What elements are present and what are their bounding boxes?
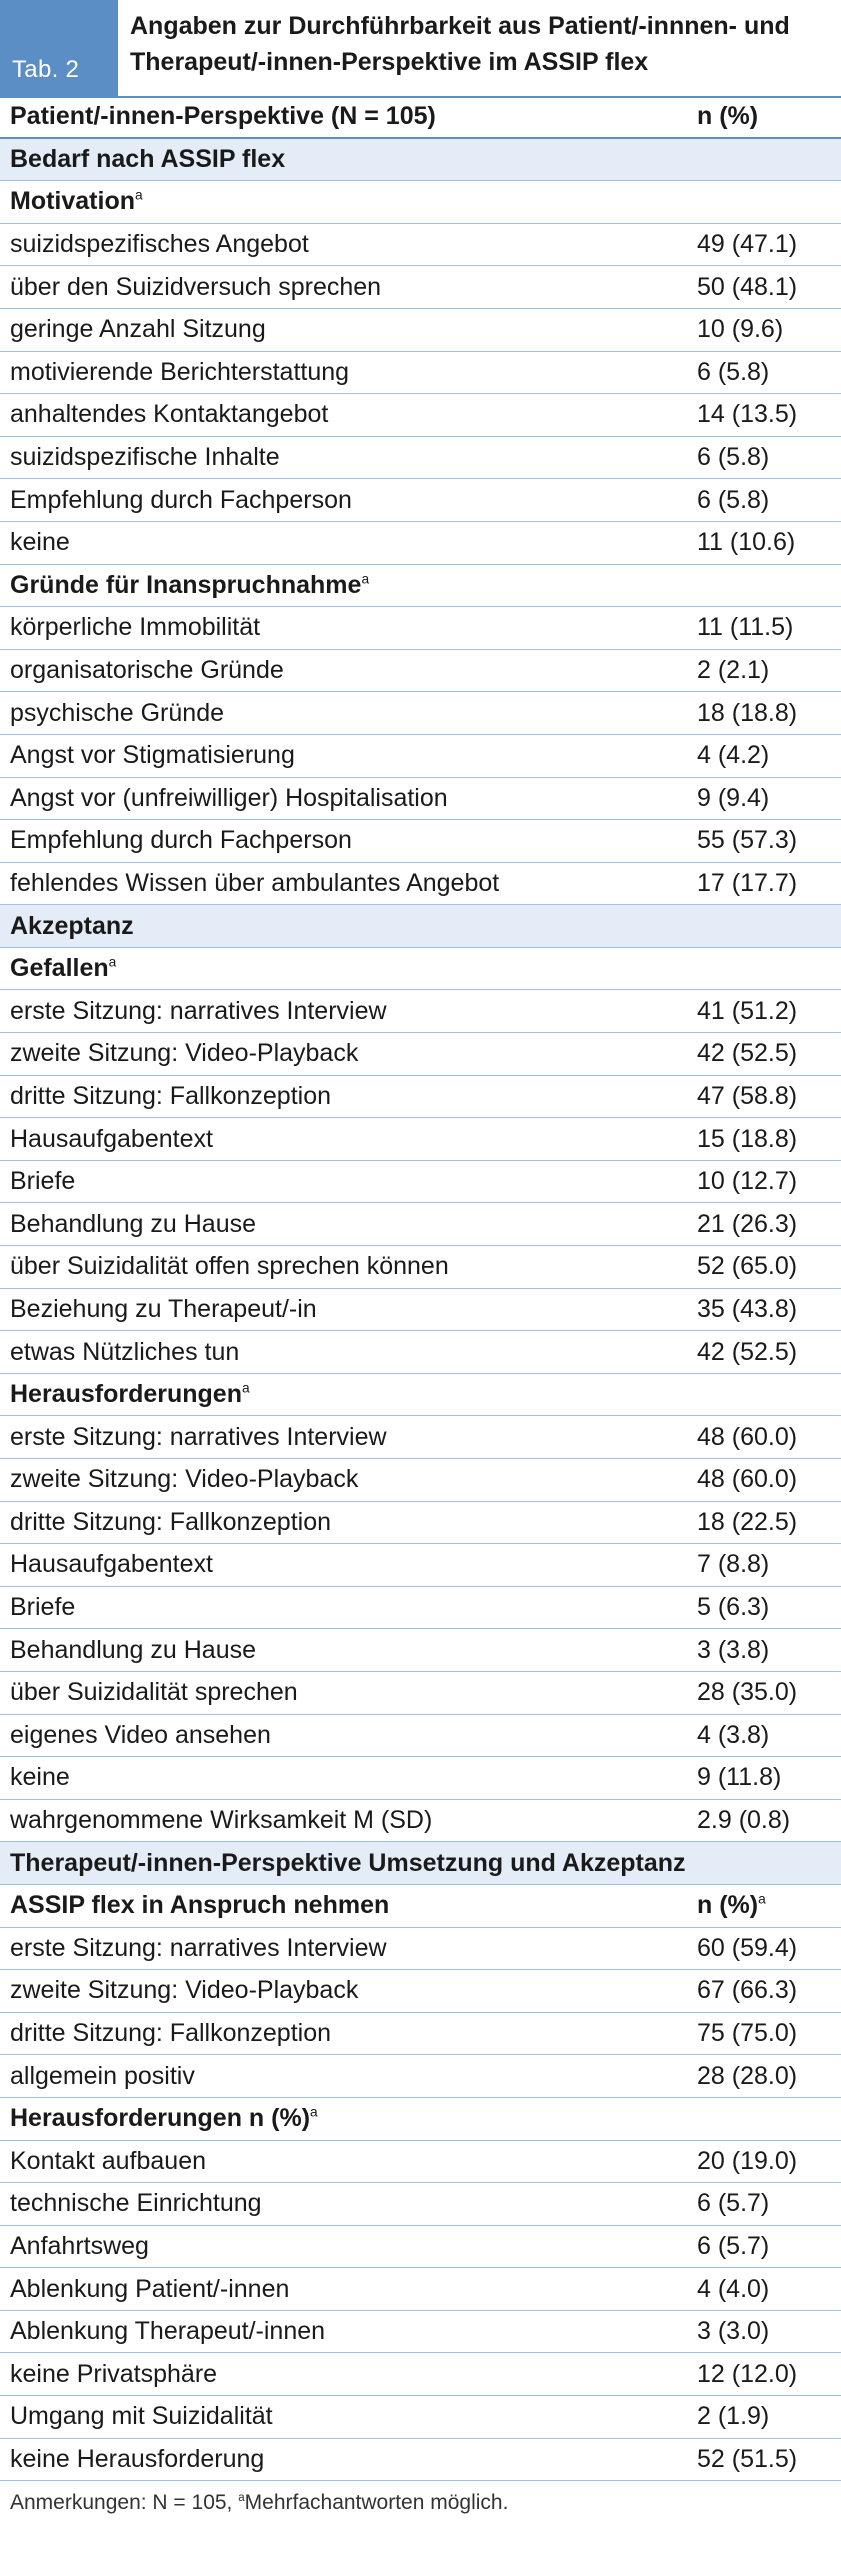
table-row xyxy=(0,309,841,352)
row-value: 11 (10.6) xyxy=(697,528,796,557)
row-label: dritte Sitzung: Fallkonzeption xyxy=(10,1081,332,1110)
table-row xyxy=(0,2268,841,2311)
row-value: 10 (9.6) xyxy=(697,315,784,344)
row-value: 10 (12.7) xyxy=(697,1167,798,1196)
row-label: erste Sitzung: narratives Interview xyxy=(10,1422,387,1451)
row-label: Herausforderungen n (%)$^a$ xyxy=(10,2104,318,2133)
row-label: Behandlung zu Hause xyxy=(10,1635,257,1664)
table-row xyxy=(0,1928,841,1971)
table-row xyxy=(0,2311,841,2354)
row-value: 2 (1.9) xyxy=(697,2402,770,2431)
row-value: 14 (13.5) xyxy=(697,400,798,429)
row-value: 41 (51.2) xyxy=(697,996,798,1025)
row-value: 21 (26.3) xyxy=(697,1209,798,1238)
row-value: n (%)$^a$ xyxy=(697,1891,766,1920)
row-label: Beziehung zu Therapeut/-in xyxy=(10,1294,317,1323)
table-row xyxy=(0,1672,841,1715)
row-label: suizidspezifisches Angebot xyxy=(10,230,309,259)
table-row xyxy=(0,266,841,309)
row-value: 6 (5.8) xyxy=(697,357,770,386)
row-label: Empfehlung durch Fachperson xyxy=(10,826,352,855)
row-value: 50 (48.1) xyxy=(697,272,798,301)
table-row xyxy=(0,1033,841,1076)
table-row xyxy=(0,1587,841,1630)
row-label: Hausaufgabentext xyxy=(10,1550,213,1579)
row-label: körperliche Immobilität xyxy=(10,613,261,642)
row-label: eigenes Video ansehen xyxy=(10,1720,271,1749)
row-label: Anfahrtsweg xyxy=(10,2231,149,2260)
table-row xyxy=(0,1757,841,1800)
row-label: technische Einrichtung xyxy=(10,2189,262,2218)
row-value: 17 (17.7) xyxy=(697,868,798,897)
row-value: 28 (35.0) xyxy=(697,1678,798,1707)
row-label: keine Privatsphäre xyxy=(10,2359,218,2388)
row-value: 48 (60.0) xyxy=(697,1422,798,1451)
row-label: keine xyxy=(10,528,70,557)
section-heading-row xyxy=(0,1842,841,1885)
subsection-heading-row xyxy=(0,948,841,991)
table-row xyxy=(0,1502,841,1545)
row-value: 5 (6.3) xyxy=(697,1593,770,1622)
row-label: Hausaufgabentext xyxy=(10,1124,213,1153)
footnote-marker: a xyxy=(135,188,143,204)
row-label: Ablenkung Therapeut/-innen xyxy=(10,2317,326,2346)
row-label: über den Suizidversuch sprechen xyxy=(10,272,382,301)
table-row xyxy=(0,1715,841,1758)
table-footnote xyxy=(0,2481,841,2524)
table-row xyxy=(0,224,841,267)
row-value: 15 (18.8) xyxy=(697,1124,798,1153)
table-row xyxy=(0,1289,841,1332)
table-row xyxy=(0,1203,841,1246)
row-value: 6 (5.7) xyxy=(697,2189,770,2218)
row-label: keine xyxy=(10,1763,70,1792)
table-row xyxy=(0,2013,841,2056)
row-value: 9 (11.8) xyxy=(697,1763,782,1792)
row-value: 20 (19.0) xyxy=(697,2146,798,2175)
table-row xyxy=(0,1544,841,1587)
table-row xyxy=(0,1800,841,1843)
footnote-marker: a xyxy=(241,1380,250,1396)
table-row xyxy=(0,692,841,735)
row-label: Angst vor (unfreiwilliger) Hospitalisation xyxy=(10,783,448,812)
row-value: 48 (60.0) xyxy=(697,1465,798,1494)
row-value: 28 (28.0) xyxy=(697,2061,798,2090)
subsection-heading-row xyxy=(0,181,841,224)
row-label: Gefallen$^a$ xyxy=(10,954,117,983)
row-label: geringe Anzahl Sitzung xyxy=(10,315,266,344)
row-label: fehlendes Wissen über ambulantes Angebot xyxy=(10,868,500,897)
footnote-marker: a xyxy=(758,1891,766,1907)
row-label: dritte Sitzung: Fallkonzeption xyxy=(10,2019,332,2048)
row-label: Empfehlung durch Fachperson xyxy=(10,485,352,514)
row-label: über Suizidalität sprechen xyxy=(10,1678,298,1707)
row-value: 35 (43.8) xyxy=(697,1294,798,1323)
table-row xyxy=(0,607,841,650)
row-label: anhaltendes Kontaktangebot xyxy=(10,400,329,429)
table-row xyxy=(0,1970,841,2013)
row-value: 3 (3.0) xyxy=(697,2317,770,2346)
row-value: 3 (3.8) xyxy=(697,1635,770,1664)
row-label: über Suizidalität offen sprechen können xyxy=(10,1252,449,1281)
row-value: 18 (22.5) xyxy=(697,1507,798,1536)
table-row xyxy=(0,735,841,778)
row-label: Akzeptanz xyxy=(10,911,134,940)
row-label: Ablenkung Patient/-innen xyxy=(10,2274,290,2303)
table-row xyxy=(0,1161,841,1204)
footnote-marker: a xyxy=(238,2491,245,2504)
table-row xyxy=(0,2226,841,2269)
table-header-row xyxy=(0,96,841,139)
table-row xyxy=(0,2183,841,2226)
table-row xyxy=(0,1459,841,1502)
table-number-label: Tab. 2 xyxy=(0,0,118,96)
footnote-text: Anmerkungen: N = 105, $^a$Mehrfachantworten möglich. xyxy=(10,2490,509,2514)
row-value: 4 (4.0) xyxy=(697,2274,770,2303)
footnote-marker: a xyxy=(310,2104,318,2120)
subsection-heading-row xyxy=(0,1885,841,1928)
table-row xyxy=(0,2055,841,2098)
row-value: 12 (12.0) xyxy=(697,2359,798,2388)
table-title: Angaben zur Durchführbarkeit aus Patient/-innnen- und Therapeut/-innen-Perspektive im ASSIP flex xyxy=(130,12,790,76)
section-heading-row xyxy=(0,139,841,182)
table-row xyxy=(0,522,841,565)
table-caption xyxy=(0,0,841,98)
row-label: erste Sitzung: narratives Interview xyxy=(10,996,387,1025)
row-label: dritte Sitzung: Fallkonzeption xyxy=(10,1507,332,1536)
row-value: 2 (2.1) xyxy=(697,656,770,685)
row-value: 11 (11.5) xyxy=(697,613,794,642)
row-label: ASSIP flex in Anspruch nehmen xyxy=(10,1891,390,1920)
row-value: 42 (52.5) xyxy=(697,1337,798,1366)
footnote-marker: a xyxy=(361,571,370,587)
footnote-marker: a xyxy=(108,954,117,970)
subsection-heading-row xyxy=(0,2098,841,2141)
subsection-heading-row xyxy=(0,1374,841,1417)
table-row xyxy=(0,352,841,395)
row-value: 6 (5.8) xyxy=(697,443,770,472)
row-value: 4 (3.8) xyxy=(697,1720,770,1749)
row-value: 2.9 (0.8) xyxy=(697,1806,791,1835)
row-label: wahrgenommene Wirksamkeit M (SD) xyxy=(10,1806,433,1835)
row-label: Briefe xyxy=(10,1593,76,1622)
row-label: zweite Sitzung: Video-Playback xyxy=(10,1976,359,2005)
table-row xyxy=(0,1076,841,1119)
row-value: 49 (47.1) xyxy=(697,230,798,259)
table-row xyxy=(0,2353,841,2396)
subsection-heading-row xyxy=(0,565,841,608)
row-value: 52 (65.0) xyxy=(697,1252,798,1281)
row-value: 75 (75.0) xyxy=(697,2019,798,2048)
row-value: 4 (4.2) xyxy=(697,741,770,770)
table-row xyxy=(0,2439,841,2482)
row-label: Motivation$^a$ xyxy=(10,187,143,216)
table-row xyxy=(0,1629,841,1672)
table-row xyxy=(0,1331,841,1374)
table-row xyxy=(0,820,841,863)
row-label: Kontakt aufbauen xyxy=(10,2146,206,2175)
row-value: 60 (59.4) xyxy=(697,1933,798,1962)
row-label: suizidspezifische Inhalte xyxy=(10,443,280,472)
row-label: psychische Gründe xyxy=(10,698,225,727)
row-value: 52 (51.5) xyxy=(697,2444,798,2473)
row-label: Umgang mit Suizidalität xyxy=(10,2402,273,2431)
row-label: Briefe xyxy=(10,1167,76,1196)
row-label: keine Herausforderung xyxy=(10,2444,265,2473)
row-value: 42 (52.5) xyxy=(697,1039,798,1068)
row-value: 47 (58.8) xyxy=(697,1081,798,1110)
table-row xyxy=(0,778,841,821)
table-row xyxy=(0,1118,841,1161)
row-value: 55 (57.3) xyxy=(697,826,798,855)
row-label: allgemein positiv xyxy=(10,2061,195,2090)
row-label: etwas Nützliches tun xyxy=(10,1337,240,1366)
table-row xyxy=(0,479,841,522)
row-label: Bedarf nach ASSIP flex xyxy=(10,144,286,173)
row-value: 6 (5.8) xyxy=(697,485,770,514)
row-value: 18 (18.8) xyxy=(697,698,798,727)
row-label: motivierende Berichterstattung xyxy=(10,357,350,386)
table-row xyxy=(0,437,841,480)
table-row xyxy=(0,863,841,906)
row-label: Herausforderungen$^a$ xyxy=(10,1380,250,1409)
row-value: 7 (8.8) xyxy=(697,1550,770,1579)
table-row xyxy=(0,2396,841,2439)
row-label: erste Sitzung: narratives Interview xyxy=(10,1933,387,1962)
row-label: Gründe für Inanspruchnahme$^a$ xyxy=(10,570,370,599)
row-label: Therapeut/-innen-Perspektive Umsetzung und Akzeptanz xyxy=(10,1848,686,1877)
row-label: Angst vor Stigmatisierung xyxy=(10,741,295,770)
table-row xyxy=(0,990,841,1033)
row-label: Patient/-innen-Perspektive (N = 105) xyxy=(10,101,436,130)
row-value: n (%) xyxy=(697,101,759,130)
table-row xyxy=(0,2141,841,2184)
row-value: 9 (9.4) xyxy=(697,783,770,812)
section-heading-row xyxy=(0,905,841,948)
row-value: 6 (5.7) xyxy=(697,2231,770,2260)
table-body xyxy=(0,96,841,2524)
row-label: organisatorische Gründe xyxy=(10,656,284,685)
row-label: zweite Sitzung: Video-Playback xyxy=(10,1465,359,1494)
table-row xyxy=(0,1246,841,1289)
table-row xyxy=(0,650,841,693)
table-row xyxy=(0,394,841,437)
row-label: zweite Sitzung: Video-Playback xyxy=(10,1039,359,1068)
row-label: Behandlung zu Hause xyxy=(10,1209,257,1238)
row-value: 67 (66.3) xyxy=(697,1976,798,2005)
table-row xyxy=(0,1416,841,1459)
